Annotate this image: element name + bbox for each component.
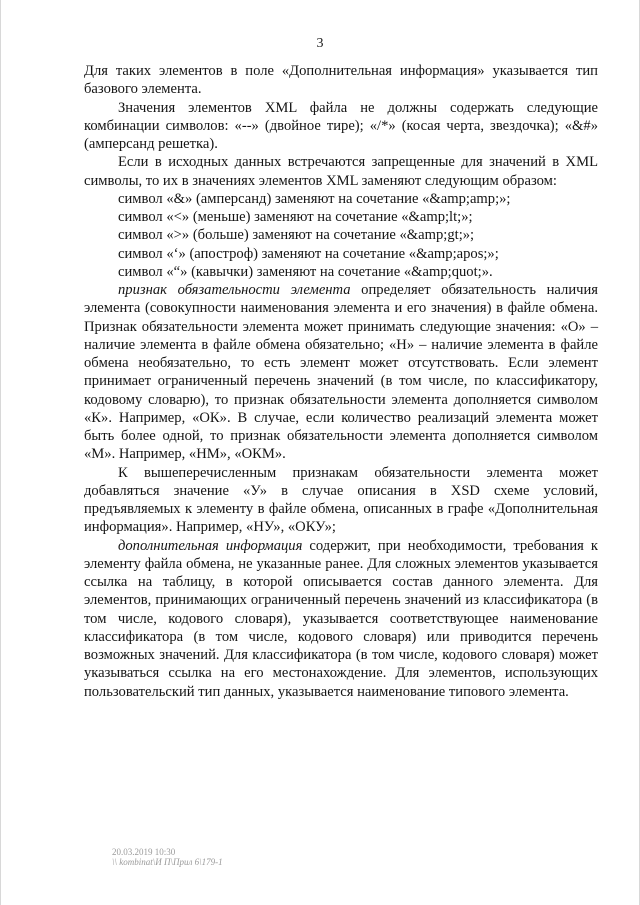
paragraph-condition-sign: К вышеперечисленным признакам обязательности элемента может добавляться значение «У» в случае описания в XSD схеме условий, предъявляемых к элементу в файле обмена, описанных в графе «Дополнительная информация». Например, «НУ», «ОКУ»; [84,464,598,536]
replacement-item: символ «<» (меньше) заменяют на сочетание «&amp;lt;»; [118,209,473,225]
page-number: 3 [316,36,324,51]
paragraph-additional-info [84,537,598,701]
paragraph-base-element: Для таких элементов в поле «Дополнительная информация» указывается тип базового элемента. [84,63,598,98]
replacement-item: символ «‘» (апостроф) заменяют на сочетание «&amp;apos;»; [118,245,499,262]
replacement-item: символ «&» (амперсанд) заменяют на сочетание «&amp;amp;»; [118,190,511,207]
file-path: \\ kombinat\И П\Прил 6\179-1 [112,857,223,867]
paragraph-obligation-sign [84,281,598,464]
print-timestamp: 20.03.2019 10:30 [112,847,176,857]
term-obligation-sign: признак обязательности элемента [118,282,351,298]
print-footer [112,847,223,867]
paragraph-forbidden-combinations: Значения элементов XML файла не должны содержать следующие комбинации символов: «--» (двойное тире); «/*» (косая черта, звездочка); «&#» (амперсанд решетка). [84,99,598,152]
replacement-item: символ «>» (больше) заменяют на сочетание «&amp;gt;»; [118,227,475,244]
additional-info-text: содержит, при необходимости, требования к элементу файла обмена, не указанные ранее. Для сложных элементов указывается ссылка на таблицу, в которой описывается состав данного элемента. Для элементов, принимающих ограниченный перечень значений из классификатора (в том числе, кодового словаря), указывается соответствующее наименование классификатора (в том числе, кодового словаря) или приводится перечень возможных значений. Для классификатора (в том числе, кодового словаря) может указываться ссылка на его местонахождение. Для элементов, использующих пользовательский тип данных, указывается наименование типового элемента. [84,537,599,700]
document-body [84,62,598,701]
term-additional-info: дополнительная информация [118,537,303,554]
replacement-list [84,190,598,281]
paragraph-xml-replacement-intro: Если в исходных данных встречаются запрещенные для значений в XML символы, то их в значениях элементов XML заменяют следующим образом: [84,154,598,189]
obligation-sign-text: определяет обязательность наличия элемента (совокупности наименования элемента и его значения) в файле обмена. Признак обязательности элемента может принимать следующие значения: «О» – наличие элемента в файле обмена обязательно; «Н» – наличие элемента в файле обмена необязательно, то есть элемент может отсутствовать. Если элемент принимает ограниченный перечень значений (в том числе, по классификатору, кодовому словарю), то признак обязательности элемента дополняется символом «К». Например, «ОК». В случае, если количество реализаций элемента может быть более одной, то признак обязательности элемента дополняется символом «М». Например, «НМ», «ОКМ». [84,282,598,463]
replacement-item: символ «“» (кавычки) заменяют на сочетание «&amp;quot;». [118,263,493,280]
